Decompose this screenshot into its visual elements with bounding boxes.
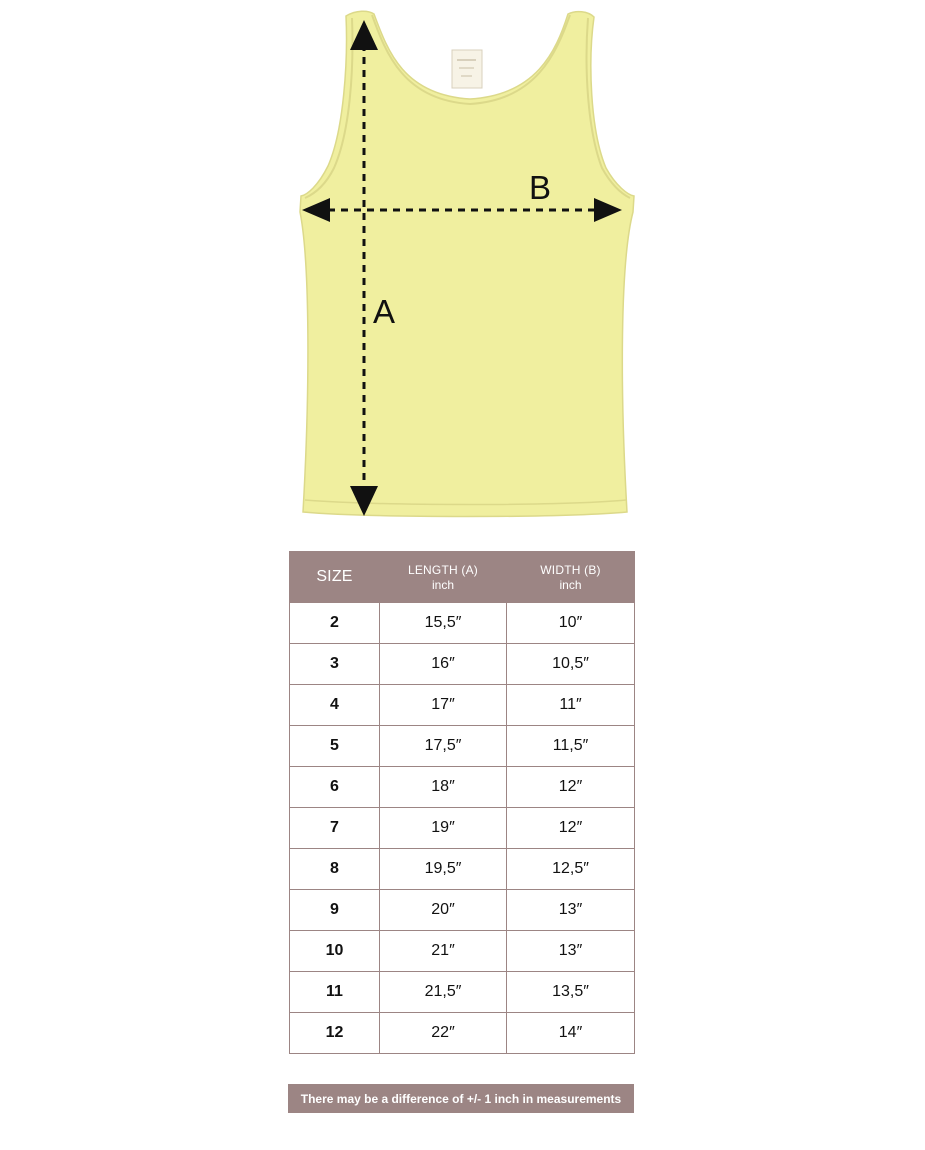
table-row <box>290 726 635 767</box>
width-cell: 12,5″ <box>507 849 635 890</box>
size-cell: 12 <box>290 1013 380 1054</box>
header-size <box>290 552 380 603</box>
length-cell: 19,5″ <box>380 849 507 890</box>
header-width-label: WIDTH (B) <box>540 562 601 577</box>
width-cell: 12″ <box>507 808 635 849</box>
table-row <box>290 1013 635 1054</box>
width-cell: 11,5″ <box>507 726 635 767</box>
width-cell: 10,5″ <box>507 644 635 685</box>
table-row <box>290 890 635 931</box>
width-cell: 13,5″ <box>507 972 635 1013</box>
measurement-disclaimer: There may be a difference of +/- 1 inch in measurements <box>288 1084 634 1113</box>
header-size-label: SIZE <box>316 568 353 585</box>
size-cell: 2 <box>290 603 380 644</box>
width-cell: 13″ <box>507 931 635 972</box>
length-cell: 19″ <box>380 808 507 849</box>
table-row <box>290 644 635 685</box>
size-cell: 6 <box>290 767 380 808</box>
length-cell: 17,5″ <box>380 726 507 767</box>
width-cell: 14″ <box>507 1013 635 1054</box>
header-length <box>380 552 507 603</box>
table-row <box>290 808 635 849</box>
neck-tag <box>452 50 482 88</box>
size-cell: 3 <box>290 644 380 685</box>
length-cell: 21,5″ <box>380 972 507 1013</box>
width-cell: 11″ <box>507 685 635 726</box>
tank-top-diagram <box>0 0 925 530</box>
length-cell: 21″ <box>380 931 507 972</box>
length-cell: 17″ <box>380 685 507 726</box>
table-row <box>290 685 635 726</box>
table-row <box>290 603 635 644</box>
header-length-unit: inch <box>431 577 454 592</box>
size-cell: 7 <box>290 808 380 849</box>
size-cell: 10 <box>290 931 380 972</box>
length-cell: 22″ <box>380 1013 507 1054</box>
length-cell: 15,5″ <box>380 603 507 644</box>
label-a: A <box>373 293 396 330</box>
size-cell: 8 <box>290 849 380 890</box>
size-cell: 4 <box>290 685 380 726</box>
header-width <box>507 552 635 603</box>
width-cell: 10″ <box>507 603 635 644</box>
header-length-label: LENGTH (A) <box>407 562 478 577</box>
table-row <box>290 972 635 1013</box>
table-header-row <box>290 552 635 603</box>
width-cell: 12″ <box>507 767 635 808</box>
size-cell: 11 <box>290 972 380 1013</box>
table-row <box>290 931 635 972</box>
length-cell: 18″ <box>380 767 507 808</box>
size-chart-table <box>289 551 635 1054</box>
label-b: B <box>529 169 552 206</box>
table-row <box>290 767 635 808</box>
size-cell: 5 <box>290 726 380 767</box>
table-row <box>290 849 635 890</box>
length-cell: 20″ <box>380 890 507 931</box>
width-cell: 13″ <box>507 890 635 931</box>
length-cell: 16″ <box>380 644 507 685</box>
header-width-unit: inch <box>559 577 582 592</box>
size-cell: 9 <box>290 890 380 931</box>
